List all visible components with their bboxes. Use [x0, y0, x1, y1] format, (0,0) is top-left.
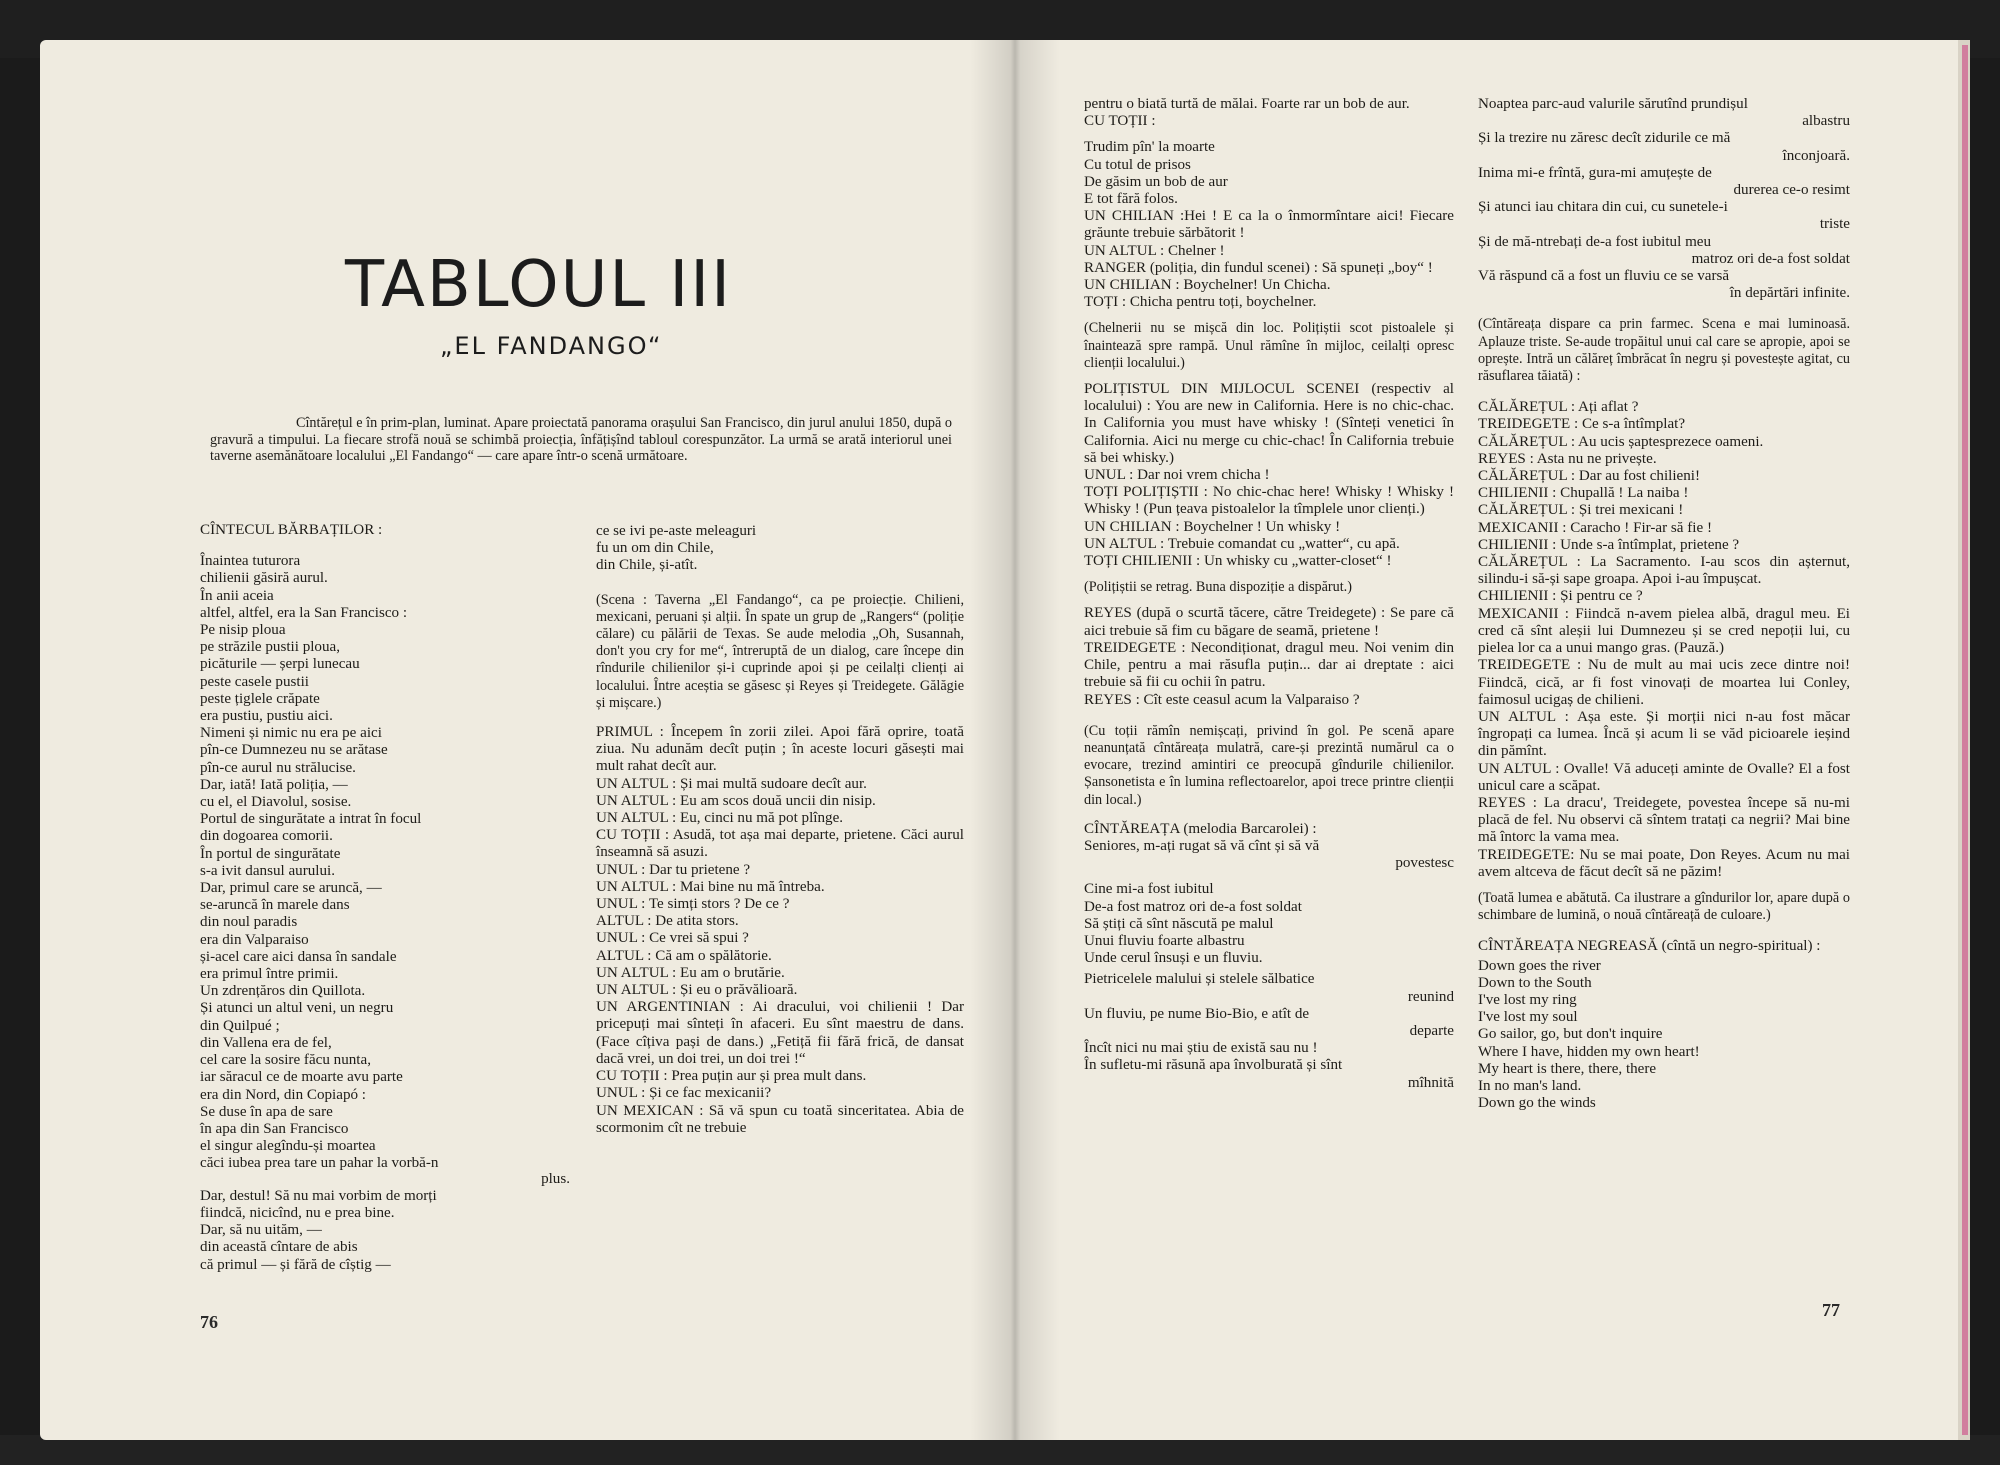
stage-direction: (Toată lumea e abătută. Ca ilustrare a gîndurilor lor, apare după o schimbare de lumină, o nouă cîntăreață de culoare.) [1478, 889, 1850, 924]
dialog-line: UNUL : Și ce fac mexicanii? [596, 1085, 772, 1102]
dialog-line: UN CHILIAN : Boychelner! Un Chicha. [1084, 277, 1331, 294]
verse-line-wrap: matroz ori de-a fost soldat [1691, 250, 1850, 267]
dialog-line: UN ALTUL : Așa este. Și morții nici n-au fost măcar îngropați ca lumea. Încă și acum li se văd picioarele ieșind din pămînt. [1478, 708, 1850, 760]
spiritual-verse [1478, 958, 1850, 1113]
verse-line: E tot fără folos. [1084, 191, 1178, 208]
right-column-2 [1478, 96, 1850, 1112]
dialog-line: REYES : La dracu', Treidegete, povestea începe să nu-mi placă de fel. Nu observi că sîntem tratați ca negrii? Mai bine mă întorc la vama mea. [1478, 794, 1850, 846]
dialog-line: TOȚI CHILIENII : Un whisky cu „watter-closet“ ! [1084, 553, 1392, 570]
dialog-line: CHILIENII : Chupallă ! La naiba ! [1478, 485, 1689, 502]
dialog-line: CĂLĂREȚUL : La Sacramento. I-au scos din așternut, silindu-i să-și sape groapa. Apoi i-au împușcat. [1478, 554, 1850, 588]
stage-direction: (Scena : Taverna „El Fandango“, ca pe proiecție. Chilieni, mexicani, peruani și alții. În spate un grup de „Rangers“ (poliție călare) cu pălării de Texas. Se aude melodia „Oh, Susannah, don't you cry for me“, întreruptă de un dialog, care începe din rîndurile chilienilor și-i cuprinde apoi și pe ceilalți clienți ai localului. Între aceștia se găsesc și Reyes și Treidegete. Gălăgie și mișcare.) [596, 591, 964, 711]
dialog-line: REYES : Asta nu ne privește. [1478, 450, 1657, 467]
verse-line: Cu totul de prisos [1084, 156, 1191, 173]
verse-line: din Chile, și-atît. [596, 557, 698, 574]
verse-line: se-aruncă în marele dans [200, 897, 350, 914]
verse-line: Trudim pîn' la moarte [1084, 139, 1215, 156]
verse-line: Nimeni și nimic nu era pe aici [200, 725, 382, 742]
verse-line: În sufletu-mi răsună apa învolburată și sînt [1084, 1057, 1343, 1074]
dialog-line: CĂLĂREȚUL : Au ucis șaptesprezece oameni. [1478, 433, 1764, 450]
verse-line: Un fluviu, pe nume Bio-Bio, e atît de [1084, 1005, 1310, 1022]
verse-line: el singur alegîndu-și moartea [200, 1138, 376, 1155]
singer-verse-end [1478, 96, 1850, 302]
dialog-line: TOȚI POLIȚIȘTII : No chic-chac here! Whisky ! Whisky ! Whisky ! (Pun țeava pistoalelor la tîmplele unor clienți.) [1084, 484, 1454, 518]
verse-line: Dar, să nu uităm, — [200, 1222, 322, 1239]
dialog-line: UN ALTUL : Eu am scos două uncii din nisip. [596, 792, 876, 809]
dialog-line: TREIDEGETE : Nu de mult au mai ucis zece dintre noi! Fiindcă, cică, ar fi fost vinovați de moartea lui Conley, faimosul ucigaș de chilieni. [1478, 657, 1850, 708]
right-column-1 [1084, 96, 1454, 1092]
verse-line: și-acel care aici dansa în sandale [200, 948, 397, 965]
dialog-block [1084, 208, 1454, 311]
dialog-line: ALTUL : Că am o spălătorie. [596, 947, 772, 964]
dialog-line: UNUL : Dar tu prietene ? [596, 861, 751, 878]
verse-line: Și atunci iau chitara din cui, cu sunetele-i [1478, 199, 1728, 216]
page-number: 76 [200, 1312, 218, 1332]
negro-singer-title: CÎNTĂREAȚA NEGREASĂ (cîntă un negro-spiritual) : [1478, 938, 1821, 955]
singer-title: CÎNTĂREAȚA (melodia Barcarolei) : [1084, 820, 1317, 837]
dialog-line: UN CHILIAN :Hei ! E ca la o înmormîntare aici! Fiecare grăunte trebuie sărbătorit ! [1084, 208, 1454, 242]
stage-direction: (Cu toții rămîn nemișcați, privind în gol. Pe scenă apare neanunțată cîntăreața mulatră, care-și prezintă numărul ca o evocare, trezind amintiri ce preocupă gîndurile chilienilor. Șansonetista e în lumina reflectoarelor, apoi trece printre clienții din local.) [1084, 722, 1454, 808]
verse-line: De găsim un bob de aur [1084, 173, 1228, 190]
bookmark-edge [1962, 45, 1968, 1435]
verse-line: I've lost my soul [1478, 1009, 1578, 1026]
chorus-verse [1084, 139, 1454, 208]
dialog-line: ALTUL : De atita stors. [596, 913, 739, 930]
verse-line: Dar, iată! Iată poliția, — [200, 776, 348, 793]
verse-line: era primul între primii. [200, 966, 339, 983]
dialog-line: UN ALTUL : Și eu o prăvălioară. [596, 982, 798, 999]
song-verse [200, 553, 570, 1172]
verse-line: căci iubea prea tare un pahar la vorbă-n [200, 1155, 439, 1172]
dialog-line: CĂLĂREȚUL : Dar au fost chilieni! [1478, 468, 1701, 485]
verse-line: din Vallena era de fel, [200, 1034, 332, 1051]
verse-line: pîn-ce aurul nu strălucise. [200, 759, 356, 776]
dialog-line: REYES (după o scurtă tăcere, către Treidegete) : Se pare că aici trebuie să fim cu băgare de seamă, prietene ! [1084, 605, 1454, 639]
verse-line: My heart is there, there, there [1478, 1060, 1657, 1077]
verse-line: Unde cerul însuși e un fluviu. [1084, 950, 1263, 967]
dialog-block [1084, 96, 1454, 130]
verse-line-wrap: departe [1409, 1022, 1454, 1039]
song-title: CÎNTECUL BĂRBAȚILOR : [200, 522, 383, 538]
singer-verse [1084, 881, 1454, 967]
verse-line-wrap: mîhnită [1407, 1074, 1454, 1091]
dialog-line: UN ALTUL : Și mai multă sudoare decît aur. [596, 775, 867, 792]
verse-line: era din Valparaiso [200, 931, 309, 948]
page-subtitle: „EL FANDANGO“ [440, 332, 663, 360]
verse-line-wrap: reunind [1407, 988, 1454, 1005]
verse-line: chilienii găsiră aurul. [200, 570, 328, 587]
verse-line: pe străzile pustii ploua, [200, 639, 341, 656]
verse-line: Where I have, hidden my own heart! [1478, 1043, 1700, 1060]
verse-line: I've lost my ring [1478, 991, 1577, 1008]
dialog-line: PRIMUL : Începem în zorii zilei. Apoi fără oprire, toată ziua. Nu adunăm decît puțin ; în aceste locuri găsești mai mult rahat decît aur. [596, 724, 964, 775]
verse-line: Se duse în apa de sare [200, 1103, 333, 1120]
dialog-line: CHILIENII : Unde s-a întîmplat, prietene ? [1478, 536, 1740, 553]
verse-line: Down goes the river [1478, 957, 1601, 974]
dialog-block [1084, 381, 1454, 570]
left-column-2 [596, 523, 964, 1146]
verse-line: Dar, primul care se aruncă, — [200, 880, 382, 897]
verse-line: Vă răspund că a fost un fluviu ce se varsă [1478, 268, 1730, 285]
verse-line: Cine mi-a fost iubitul [1084, 881, 1214, 898]
dialog-line: POLIȚISTUL DIN MIJLOCUL SCENEI (respectiv al localului) : You are new in California. Here is no chic-chac. In California you must have whisky ! (Sînteți venetici în California. Aici nu merge cu chic-chac! În California trebuie să bei whisky.) [1084, 381, 1454, 466]
left-column-1 [200, 522, 570, 1274]
verse-line: Dar, destul! Să nu mai vorbim de morți [200, 1187, 437, 1204]
verse-line: Seniores, m-ați rugat să vă cînt și să vă [1084, 837, 1320, 854]
intro-paragraph: Cîntărețul e în prim-plan, luminat. Apare proiectată panorama orașului San Francisco, din jurul anului 1850, după o gravură a timpului. La fiecare strofă nouă se schimbă proiecția, înfățișînd tabloul corespunzător. La urmă se arată interiorul unei taverne asemănătoare localului „El Fandango“ — care apare într-o scenă următoare. [210, 415, 952, 464]
book-gutter [970, 40, 1060, 1440]
dialog-line: TREIDEGETE : Ce s-a întîmplat? [1478, 416, 1686, 433]
dialog-line: MEXICANII : Fiindcă n-avem pielea albă, dragul meu. Ei cred că sînt aleșii lui Dumnezeu și se cred nepoții lui, cu pielea lor ca a unui mango gras. (Pauză.) [1478, 605, 1850, 657]
verse-line: Și de mă-ntrebați de-a fost iubitul meu [1478, 233, 1712, 250]
dialog-line: CU TOȚII : [1084, 113, 1156, 130]
verse-line: Unui fluviu foarte albastru [1084, 932, 1245, 949]
verse-line: iar săracul ce de moarte avu parte [200, 1069, 403, 1086]
verse-line: ce se ivi pe-aste meleaguri [596, 523, 757, 539]
verse-line: De-a fost matroz ori de-a fost soldat [1084, 898, 1302, 915]
verse-line: Pietricelele malului și stelele sălbatice [1084, 971, 1315, 988]
verse-line: Go sailor, go, but don't inquire [1478, 1026, 1663, 1043]
dialog-block [1478, 399, 1850, 881]
dialog-line: UN ALTUL : Mai bine nu mă întreba. [596, 878, 825, 895]
verse-line: În anii aceia [200, 587, 274, 604]
verse-line: Și la trezire nu zăresc decît zidurile ce mă [1478, 130, 1731, 147]
dialog-line: CĂLĂREȚUL : Ați aflat ? [1478, 399, 1639, 416]
dialog-line: CU TOȚII : Prea puțin aur și prea mult dans. [596, 1068, 867, 1085]
verse-line: era pustiu, pustiu aici. [200, 708, 333, 725]
verse-line-wrap: albastru [1802, 113, 1850, 130]
dialog-line: TREIDEGETE : Necondiționat, dragul meu. Noi venim din Chile, pentru a mai răsufla puțin... dar ai dreptate : aici trebuie să fii cu ochii în patru. [1084, 639, 1454, 691]
dialog-line: RANGER (poliția, din fundul scenei) : Să spuneți „boy“ ! [1084, 259, 1433, 276]
page-number: 77 [1822, 1300, 1840, 1320]
dialog-line: TREIDEGETE: Nu se mai poate, Don Reyes. Acum nu mai avem altceva de făcut decît să ne păzim! [1478, 846, 1850, 880]
dialog-line: MEXICANII : Caracho ! Fir-ar să fie ! [1478, 519, 1712, 536]
verse-line-wrap: povestesc [1395, 855, 1454, 872]
verse-line: Down go the winds [1478, 1095, 1596, 1112]
verse-line-wrap: în depărtări infinite. [1729, 285, 1850, 302]
verse-line: Și atunci un altul veni, un negru [200, 1000, 394, 1017]
verse-line: În portul de singurătate [200, 845, 341, 862]
verse-line: fiindcă, nicicînd, nu e prea bine. [200, 1204, 395, 1221]
stage-direction: (Cîntăreața dispare ca prin farmec. Scena e mai luminoasă. Aplauze triste. Se-aude tropăitul unui cal care se apropie, apoi se oprește. Intră un călăreț îmbrăcat în negru și povestește agitat, cu răsuflarea tăiată) : [1478, 316, 1850, 385]
verse-line-wrap: durerea ce-o resimt [1733, 182, 1850, 199]
dialog-line: CHILIENII : Și pentru ce ? [1478, 588, 1643, 605]
dialog-line: UN ALTUL : Chelner ! [1084, 242, 1225, 259]
verse-line: în apa din San Francisco [200, 1120, 349, 1137]
song-line-wrap: plus. [541, 1170, 570, 1187]
verse-line: In no man's land. [1478, 1077, 1582, 1094]
dialog-line: UN ALTUL : Eu am o brutărie. [596, 964, 785, 981]
dialog-line: UN CHILIAN : Boychelner ! Un whisky ! [1084, 518, 1341, 535]
dialog-line: REYES : Cît este ceasul acum la Valparaiso ? [1084, 691, 1360, 708]
stage-direction: (Polițiștii se retrag. Buna dispoziție a dispărut.) [1084, 579, 1352, 596]
verse-line: Portul de singurătate a intrat în focul [200, 811, 422, 828]
verse-line: din dogoarea comorii. [200, 828, 333, 845]
verse-line: Încît nici nu mai știu de există sau nu ! [1084, 1040, 1318, 1057]
verse-line: era din Nord, din Copiapó : [200, 1086, 367, 1103]
stage-direction: (Chelnerii nu se mișcă din loc. Polițiștii scot pistoalele și înaintează spre rampă. Unul rămîne în mijloc, ceilalți opresc clienții localului.) [1084, 320, 1454, 371]
verse-line: Inima mi-e frîntă, gura-mi amuțește de [1478, 164, 1712, 181]
dialog-line: TOȚI : Chicha pentru toți, boychelner. [1084, 294, 1317, 311]
verse-line: Noaptea parc-aud valurile sărutînd prundișul [1478, 96, 1748, 112]
verse-line: din această cîntare de abis [200, 1239, 358, 1256]
verse-line: cel care la sosire făcu nunta, [200, 1052, 371, 1069]
verse-line: fu un om din Chile, [596, 540, 714, 557]
dialog-line: UNUL : Ce vrei să spui ? [596, 930, 749, 947]
page-title: TABLOUL III [345, 248, 733, 322]
verse-line: Să știți că sînt născută pe malul [1084, 915, 1274, 932]
dialog-line: CU TOȚII : Asudă, tot așa mai departe, prietene. Căci aurul înseamnă să asuzi. [596, 827, 964, 861]
dialog-line: UN ALTUL : Trebuie comandat cu „watter“, cu apă. [1084, 535, 1400, 552]
verse-line: că primul — și fără de cîștig — [200, 1256, 391, 1273]
verse-line: s-a ivit dansul aurului. [200, 862, 335, 879]
verse-line: Pe nisip ploua [200, 622, 286, 639]
dialog-line: CĂLĂREȚUL : Și trei mexicani ! [1478, 502, 1684, 519]
dialog-line: UNUL : Te simți stors ? De ce ? [596, 896, 790, 913]
dialog-block [1084, 605, 1454, 708]
verse-line: peste casele pustii [200, 673, 309, 690]
verse-line: peste țiglele crăpate [200, 690, 320, 707]
dialog-line: UN ALTUL : Ovalle! Vă aduceți aminte de Ovalle? El a fost unicul care a scăpat. [1478, 760, 1850, 794]
verse-line: Înaintea tuturora [200, 553, 301, 570]
verse-line: din noul paradis [200, 914, 298, 931]
verse-line: picăturile — șerpi lunecau [200, 656, 360, 673]
dialog-line: UN MEXICAN : Să vă spun cu toată sinceritatea. Abia de scormonim cît ne trebuie [596, 1102, 964, 1136]
dialog-line: pentru o biată turtă de mălai. Foarte rar un bob de aur. [1084, 96, 1410, 112]
verse-line: Un zdrențăros din Quillota. [200, 983, 366, 1000]
dialog-line: UN ARGENTINIAN : Ai dracului, voi chilienii ! Dar pricepuți mai sînteți în afaceri. Eu sînt maestru de dans. (Face cîțiva pași de dans.) „Fetiță fii fără frică, de dansat dacă vrei, un doi trei, un doi trei !“ [596, 999, 964, 1067]
verse-line: altfel, altfel, era la San Francisco : [200, 604, 408, 621]
verse-line: Down to the South [1478, 974, 1592, 991]
verse-line: din Quilpué ; [200, 1017, 280, 1034]
dialog-line: UNUL : Dar noi vrem chicha ! [1084, 467, 1270, 484]
dialog-block [596, 724, 964, 1137]
verse-line: cu el, el Diavolul, sosise. [200, 794, 352, 811]
verse-line: pîn-ce Dumnezeu nu se arătase [200, 742, 388, 759]
song-verse-2 [200, 1188, 570, 1274]
dialog-line: UN ALTUL : Eu, cinci nu mă pot plînge. [596, 810, 844, 827]
song-verse-end [596, 523, 964, 575]
verse-line-wrap: înconjoară. [1782, 147, 1850, 164]
verse-line-wrap: triste [1819, 216, 1850, 233]
